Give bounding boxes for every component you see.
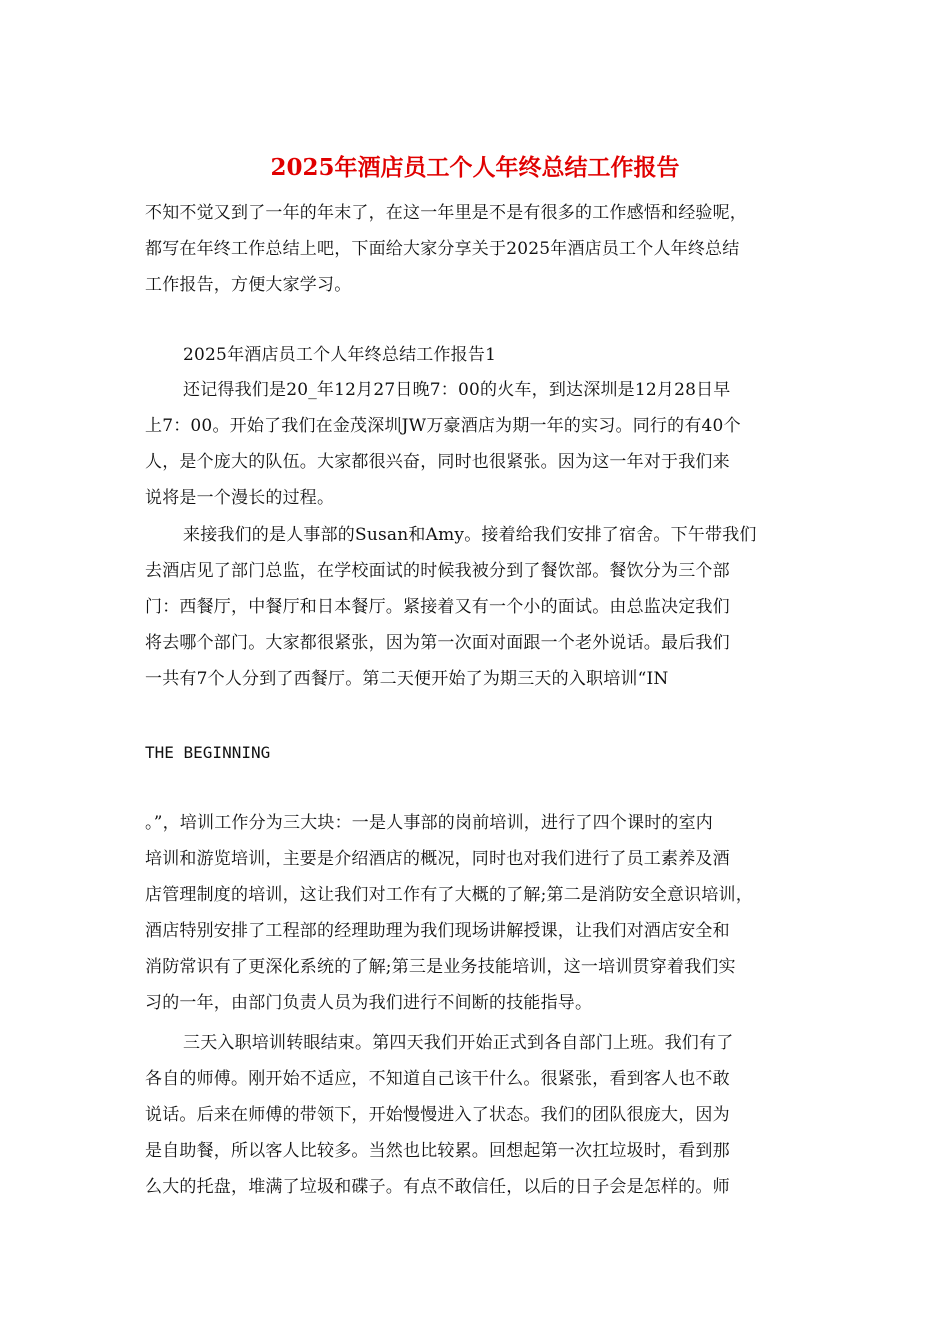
text-line: 去酒店见了部门总监，在学校面试的时候我被分到了餐饮部。餐饮分为三个部 xyxy=(145,561,730,581)
text-line: 将去哪个部门。大家都很紧张，因为第一次面对面跟一个老外说话。最后我们 xyxy=(145,633,730,653)
text-line: 一共有7个人分到了西餐厅。第二天便开始了为期三天的入职培训“IN xyxy=(145,669,669,689)
paragraph-1 xyxy=(145,372,825,516)
text-line: 么大的托盘，堆满了垃圾和碟子。有点不敢信任，以后的日子会是怎样的。师 xyxy=(145,1177,730,1197)
document-title: 2025年酒店员工个人年终总结工作报告 xyxy=(270,154,680,181)
text-line: 上7：00。开始了我们在金茂深圳JW万豪酒店为期一年的实习。同行的有40个 xyxy=(145,416,741,436)
text-line: 说将是一个漫长的过程。 xyxy=(145,488,335,508)
text-line: 门：西餐厅，中餐厅和日本餐厅。紧接着又有一个小的面试。由总监决定我们 xyxy=(145,597,730,617)
text-line: 酒店特别安排了工程部的经理助理为我们现场讲解授课，让我们对酒店安全和 xyxy=(145,921,730,941)
paragraph-2 xyxy=(145,517,825,697)
text-line: 习的一年，由部门负责人员为我们进行不间断的技能指导。 xyxy=(145,993,593,1013)
text-line: 来接我们的是人事部的Susan和Amy。接着给我们安排了宿舍。下午带我们 xyxy=(183,525,757,545)
text-line: 三天入职培训转眼结束。第四天我们开始正式到各自部门上班。我们有了 xyxy=(183,1033,734,1053)
text-line: 还记得我们是20_年12月27日晚7：00的火车，到达深圳是12月28日早 xyxy=(183,380,731,400)
text-line: 都写在年终工作总结上吧，下面给大家分享关于2025年酒店员工个人年终总结 xyxy=(145,239,740,259)
text-line: 。”，培训工作分为三大块：一是人事部的岗前培训，进行了四个课时的室内 xyxy=(145,813,713,833)
intro-paragraph xyxy=(145,195,825,303)
text-line: 人，是个庞大的队伍。大家都很兴奋，同时也很紧张。因为这一年对于我们来 xyxy=(145,452,730,472)
section-heading-text: 2025年酒店员工个人年终总结工作报告1 xyxy=(183,345,497,365)
paragraph-4 xyxy=(145,1025,825,1205)
text-line: 不知不觉又到了一年的年末了，在这一年里是不是有很多的工作感悟和经验呢， xyxy=(145,203,747,223)
text-line: 店管理制度的培训，这让我们对工作有了大概的了解;第二是消防安全意识培训， xyxy=(145,885,753,905)
text-line: 是自助餐，所以客人比较多。当然也比较累。回想起第一次扛垃圾时，看到那 xyxy=(145,1141,730,1161)
text-line: 消防常识有了更深化系统的了解;第三是业务技能培训，这一培训贯穿着我们实 xyxy=(145,957,736,977)
text-line: 说话。后来在师傅的带领下，开始慢慢进入了状态。我们的团队很庞大，因为 xyxy=(145,1105,730,1125)
text-line: 培训和游览培训，主要是介绍酒店的概况，同时也对我们进行了员工素养及酒 xyxy=(145,849,730,869)
text-line: 各自的师傅。刚开始不适应，不知道自己该干什么。很紧张，看到客人也不敢 xyxy=(145,1069,730,1089)
text-line: 工作报告，方便大家学习。 xyxy=(145,275,352,295)
section-heading xyxy=(145,337,825,373)
english-text-line: THE BEGINNING xyxy=(145,743,271,762)
paragraph-3 xyxy=(145,805,825,1021)
english-line-block xyxy=(145,735,825,771)
